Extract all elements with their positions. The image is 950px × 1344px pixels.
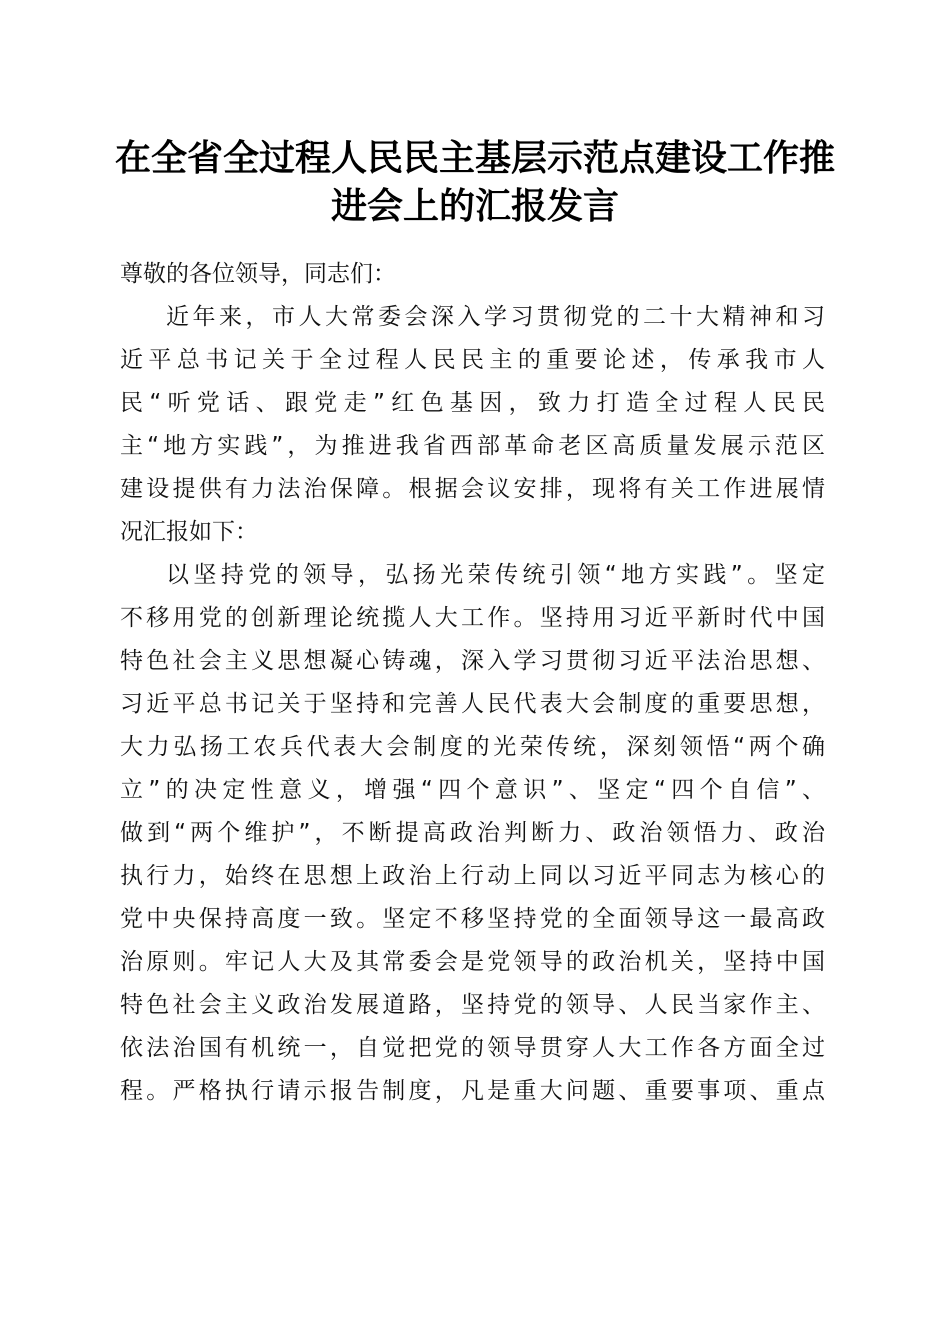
- paragraph-2-line: 执行力，始终在思想上政治上行动上同以习近平同志为核心的: [120, 863, 825, 889]
- paragraph-2-line: 习近平总书记关于坚持和完善人民代表大会制度的重要思想，: [120, 691, 825, 717]
- paragraph-2-line: 立”的决定性意义，增强“四个意识”、坚定“四个自信”、: [120, 777, 825, 803]
- salutation-line: 尊敬的各位领导，同志们：: [120, 261, 396, 287]
- paragraph-1-line: 建设提供有力法治保障。根据会议安排，现将有关工作进展情: [120, 476, 825, 502]
- salutation: [120, 253, 825, 296]
- paragraph-2-line: 以坚持党的领导，弘扬光荣传统引领“地方实践”。坚定: [166, 562, 825, 588]
- paragraph-2-line: 依法治国有机统一，自觉把党的领导贯穿人大工作各方面全过: [120, 1035, 825, 1061]
- paragraph-2-line: 特色社会主义思想凝心铸魂，深入学习贯彻习近平法治思想、: [120, 648, 825, 674]
- paragraph-1: [120, 296, 825, 554]
- paragraph-2-line: 做到“两个维护”，不断提高政治判断力、政治领悟力、政治: [120, 820, 825, 846]
- paragraph-2-line: 特色社会主义政治发展道路，坚持党的领导、人民当家作主、: [120, 992, 825, 1018]
- paragraph-2: [120, 554, 825, 1113]
- paragraph-1-line: 民“听党话、跟党走”红色基因，致力打造全过程人民民: [120, 390, 825, 416]
- paragraph-2-line: 不移用党的创新理论统揽人大工作。坚持用习近平新时代中国: [120, 605, 825, 631]
- paragraph-1-line: 近平总书记关于全过程人民民主的重要论述，传承我市人: [120, 347, 825, 373]
- title-line-1: 在全省全过程人民民主基层示范点建设工作推: [114, 137, 835, 179]
- document-body: [120, 253, 825, 1113]
- paragraph-1-line: 况汇报如下：: [120, 519, 258, 545]
- title-line-2: 进会上的汇报发言: [330, 185, 619, 227]
- paragraph-2-line: 治原则。牢记人大及其常委会是党领导的政治机关，坚持中国: [120, 949, 825, 975]
- paragraph-2-line: 大力弘扬工农兵代表大会制度的光荣传统，深刻领悟“两个确: [120, 734, 825, 760]
- paragraph-2-line: 党中央保持高度一致。坚定不移坚持党的全面领导这一最高政: [120, 906, 825, 932]
- document-title: [100, 134, 850, 230]
- paragraph-1-line: 主“地方实践”，为推进我省西部革命老区高质量发展示范区: [120, 433, 825, 459]
- paragraph-2-line: 程。严格执行请示报告制度，凡是重大问题、重要事项、重点: [120, 1078, 825, 1104]
- paragraph-1-line: 近年来，市人大常委会深入学习贯彻党的二十大精神和习: [166, 304, 825, 330]
